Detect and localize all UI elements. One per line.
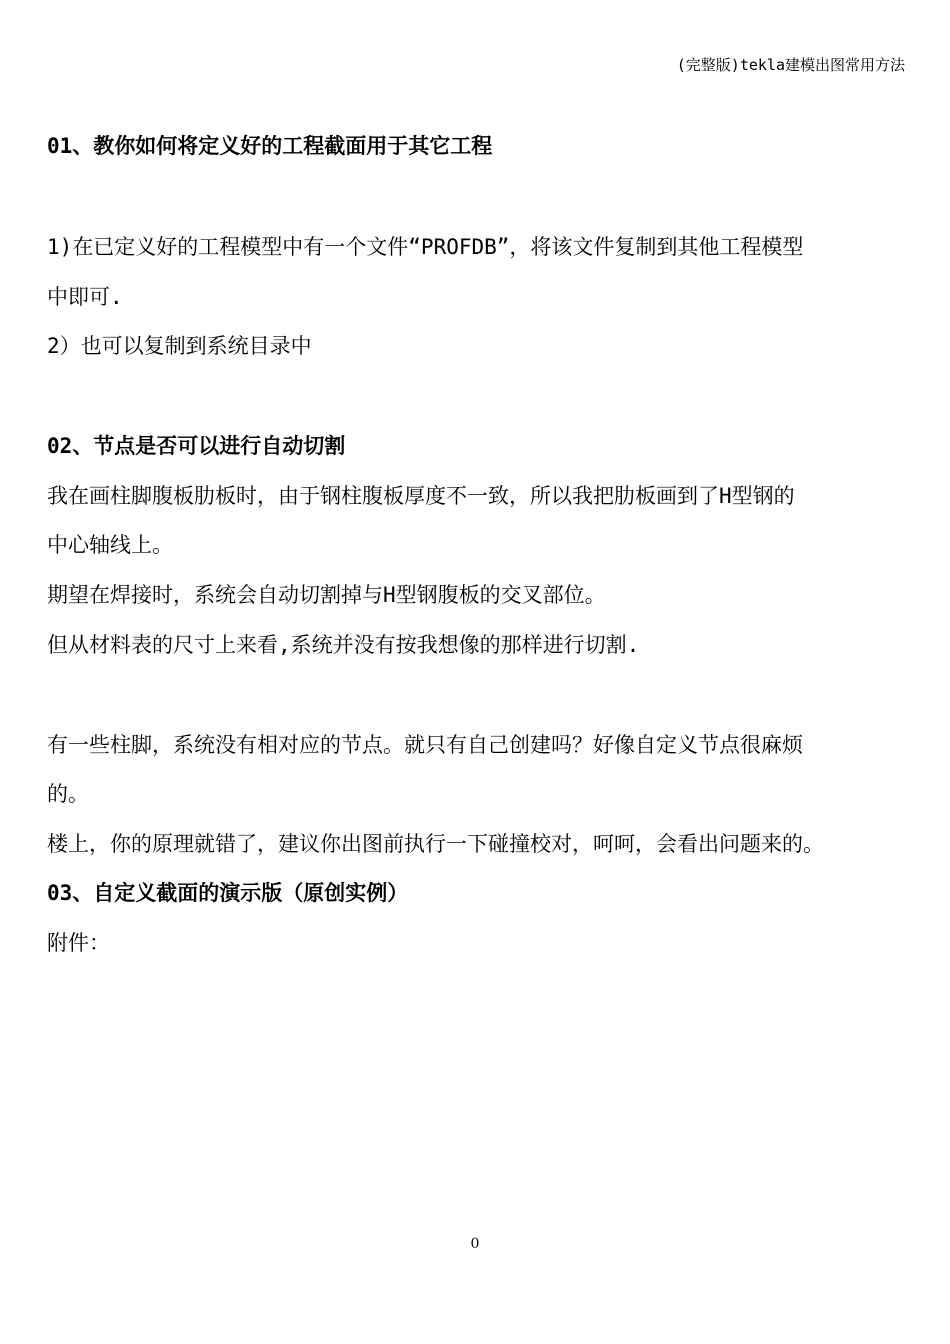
section-02-paragraph-1-line-2: 中心轴线上。 — [47, 533, 173, 557]
section-02-paragraph-1-line-1: 我在画柱脚腹板肋板时，由于钢柱腹板厚度不一致，所以我把肋板画到了H型钢的 — [47, 484, 795, 508]
section-02-heading: 02、节点是否可以进行自动切割 — [47, 434, 346, 458]
section-02-paragraph-3: 但从材料表的尺寸上来看,系统并没有按我想像的那样进行切割. — [47, 633, 640, 657]
section-01-paragraph-2: 2）也可以复制到系统目录中 — [47, 334, 312, 358]
section-01-paragraph-1-line-1: 1)在已定义好的工程模型中有一个文件“PROFDB”，将该文件复制到其他工程模型 — [47, 235, 804, 259]
section-03-heading: 03、自定义截面的演示版（原创实例） — [47, 881, 409, 905]
page-number: 0 — [470, 1236, 480, 1252]
section-02-paragraph-4-line-1: 有一些柱脚，系统没有相对应的节点。就只有自己创建吗？好像自定义节点很麻烦 — [47, 733, 803, 757]
document-header: (完整版)tekla建模出图常用方法 — [676, 56, 905, 74]
section-02-paragraph-2: 期望在焊接时，系统会自动切割掉与H型钢腹板的交叉部位。 — [47, 583, 606, 607]
section-03-attachment-label: 附件： — [47, 931, 110, 955]
section-02-paragraph-5: 楼上，你的原理就错了，建议你出图前执行一下碰撞校对，呵呵，会看出问题来的。 — [47, 832, 824, 856]
section-01-paragraph-1-line-2: 中即可. — [47, 285, 123, 309]
section-01-heading: 01、教你如何将定义好的工程截面用于其它工程 — [47, 134, 493, 158]
section-02-paragraph-4-line-2: 的。 — [47, 782, 89, 806]
